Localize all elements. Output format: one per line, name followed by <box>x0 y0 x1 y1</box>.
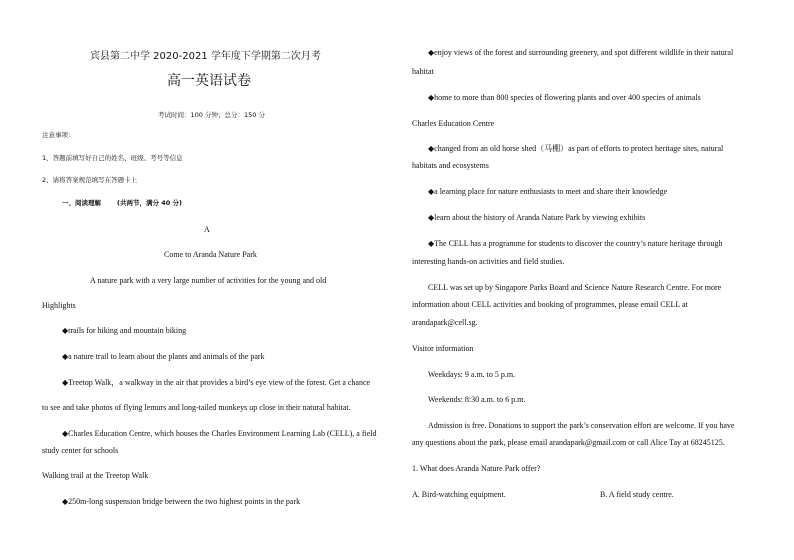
highlight-item: ◆Charles Education Centre, which houses the Charles Environment Learning Lab (CELL), a field <box>62 429 377 438</box>
subject-title: 高一英语试卷 <box>167 73 251 89</box>
highlight-item: ◆trails for hiking and mountain biking <box>62 326 187 335</box>
right-line: Weekdays: 9 a.m. to 5 p.m. <box>428 370 516 379</box>
highlight-item: study center for schools <box>42 446 119 455</box>
right-line: ◆a learning place for nature enthusiasts to meet and share their knowledge <box>428 187 668 196</box>
exam-title: 宾县第二中学 2020-2021 学年度下学期第二次月考 <box>90 51 321 62</box>
note-item: 2、请将答案规范填写在答题卡上 <box>42 176 138 184</box>
highlight-item: to see and take photos of flying lemurs and long-tailed monkeys up close in their natural habitat. <box>42 403 351 412</box>
right-line: arandapark@cell.sg. <box>412 318 478 327</box>
highlight-item: ◆a nature trail to learn about the plants and animals of the park <box>62 352 265 361</box>
section-heading-line <box>62 197 182 209</box>
section-points: (共两节，满分 40 分) <box>117 199 183 207</box>
right-line: ◆home to more than 800 species of flowering plants and over 400 species of animals <box>428 93 701 102</box>
right-line: ◆The CELL has a programme for students to discover the country’s nature heritage through <box>428 239 723 248</box>
notes-heading: 注意事项： <box>42 131 75 139</box>
section-heading: 一、阅读理解 <box>62 199 101 207</box>
walking-item: ◆250m-long suspension bridge between the two highest points in the park <box>62 497 301 506</box>
exam-info: 考试时间：100 分钟；总分：150 分 <box>158 111 265 119</box>
question-1: 1. What does Aranda Nature Park offer? <box>412 464 541 473</box>
highlight-item: ◆Treetop Walk，a walkway in the air that provides a bird’s eye view of the forest. Get a chance <box>62 378 371 387</box>
note-item: 1、答题前填写好自己的姓名、班级、考号等信息 <box>42 154 183 162</box>
option-b: B. A field study centre. <box>600 490 674 499</box>
right-line: ◆enjoy views of the forest and surrounding greenery, and spot different wildlife in their natural <box>428 48 734 57</box>
passage-intro: A nature park with a very large number of activities for the young and old <box>90 276 327 285</box>
right-line: Weekends: 8:30 a.m. to 6 p.m. <box>428 395 526 404</box>
right-line: CELL was set up by Singapore Parks Board and Science Nature Research Centre. For more <box>428 283 722 292</box>
passage-label: A <box>204 225 210 234</box>
right-line: Charles Education Centre <box>412 119 495 128</box>
right-line: Admission is free. Donations to support the park’s conservation effort are welcome. If you have <box>428 421 735 430</box>
walking-heading: Walking trail at the Treetop Walk <box>42 471 149 480</box>
right-line: Visitor information <box>412 344 474 353</box>
right-line: ◆learn about the history of Aranda Nature Park by viewing exhibits <box>428 213 646 222</box>
passage-title: Come to Aranda Nature Park <box>164 250 257 259</box>
highlights-heading: Highlights <box>42 301 76 310</box>
option-a: A. Bird-watching equipment. <box>412 490 506 499</box>
right-line: habitats and ecosystems <box>412 161 489 170</box>
right-line: ◆changed from an old horse shed（马棚）as part of efforts to protect heritage sites, natural <box>428 144 724 153</box>
right-line: information about CELL activities and booking of programmes, please email CELL at <box>412 300 688 309</box>
right-line: any questions about the park, please email arandapark@gmail.com or call Alice Tay at 68245125. <box>412 438 725 447</box>
right-line: habitat <box>412 67 434 76</box>
right-line: interesting hands-on activities and field studies. <box>412 257 565 266</box>
